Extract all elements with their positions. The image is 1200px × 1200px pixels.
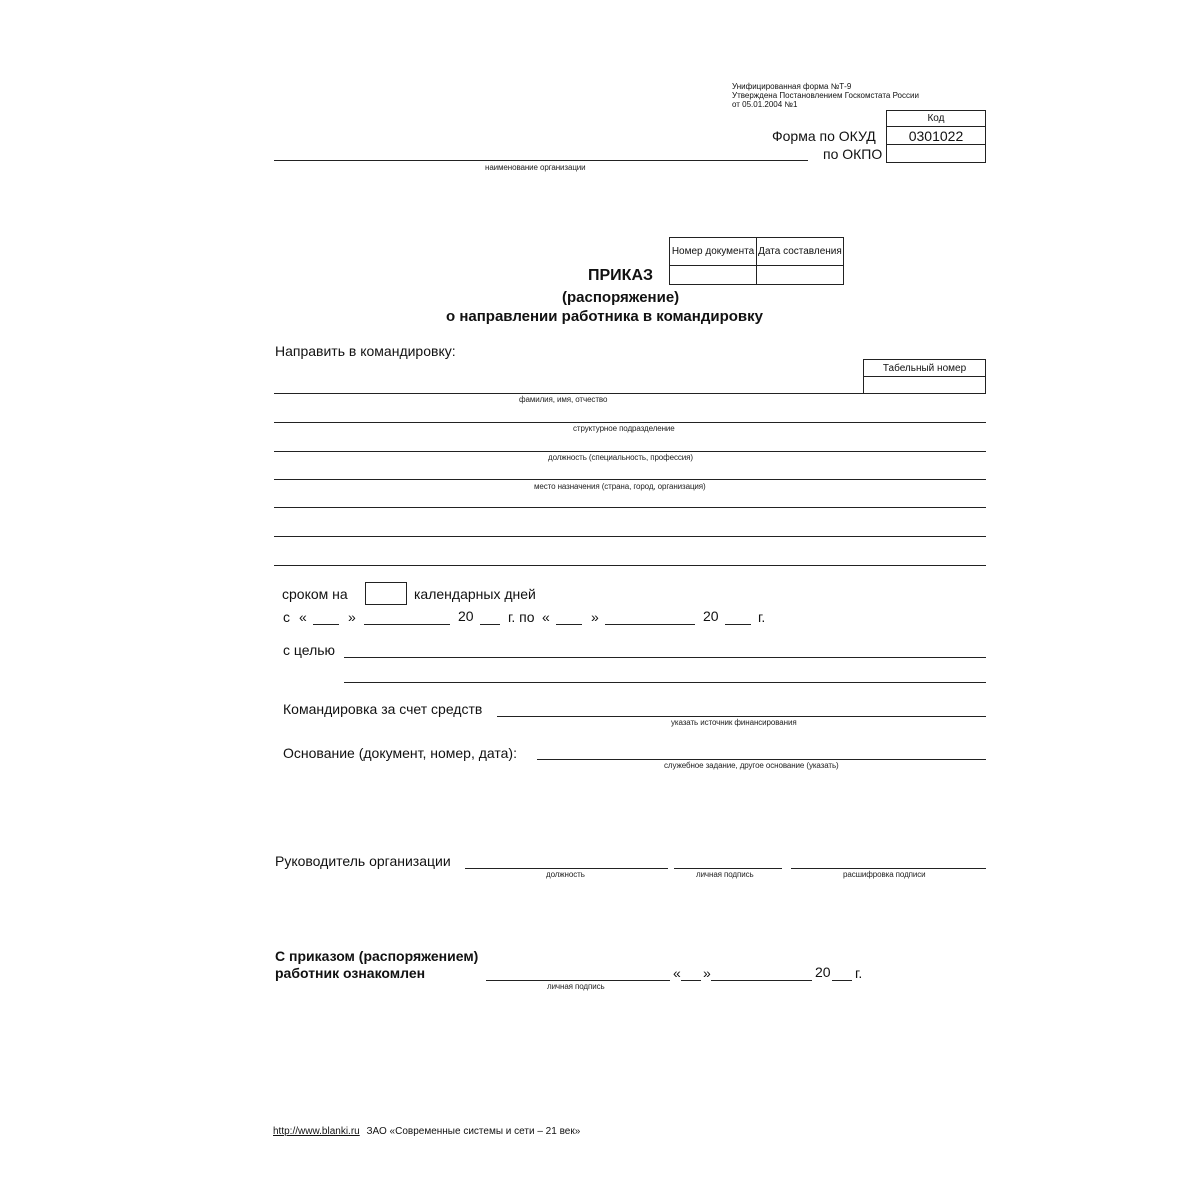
position-line[interactable] [274, 451, 986, 452]
ack-year-prefix: 20 [815, 964, 831, 980]
okud-value[interactable]: 0301022 [887, 127, 986, 145]
term-label: сроком на [282, 586, 348, 602]
okud-label: Форма по ОКУД [772, 128, 876, 144]
doc-number-value[interactable] [670, 266, 757, 285]
position-caption: должность (специальность, профессия) [548, 453, 693, 462]
footer-company: ЗАО «Современные системы и сети – 21 век» [366, 1126, 581, 1137]
to-year-suffix: г. [758, 609, 766, 625]
unit-line[interactable] [274, 422, 986, 423]
days-count-box[interactable] [365, 582, 407, 605]
destination-caption: место назначения (страна, город, организация) [534, 482, 706, 491]
head-signature-caption: личная подпись [696, 870, 754, 879]
doc-number-date-table [669, 237, 844, 285]
doc-subject: о направлении работника в командировку [446, 308, 763, 325]
doc-subtitle: (распоряжение) [562, 289, 680, 306]
from-day-line[interactable] [313, 624, 339, 625]
ack-line1: С приказом (распоряжением) [275, 948, 479, 964]
footer-url-link[interactable]: http://www.blanki.ru [273, 1126, 360, 1137]
destination-line-4[interactable] [274, 565, 986, 566]
from-month-line[interactable] [364, 624, 450, 625]
from-quote-open: « [299, 609, 307, 625]
destination-line-2[interactable] [274, 507, 986, 508]
doc-date-value[interactable] [757, 266, 844, 285]
head-decoding-line[interactable] [791, 868, 986, 869]
from-year-prefix: 20 [458, 608, 474, 624]
head-decoding-caption: расшифровка подписи [843, 870, 926, 879]
funding-line[interactable] [497, 716, 986, 717]
basis-line[interactable] [537, 759, 986, 760]
to-month-line[interactable] [605, 624, 695, 625]
doc-number-header: Номер документа [670, 238, 757, 266]
org-name-line[interactable] [274, 160, 808, 161]
ack-signature-line[interactable] [486, 980, 670, 981]
fio-line[interactable] [274, 393, 864, 394]
head-label: Руководитель организации [275, 853, 451, 869]
head-signature-line[interactable] [674, 868, 782, 869]
ack-day-line[interactable] [681, 980, 701, 981]
form-info-line2: Утверждена Постановлением Госкомстата России [732, 91, 919, 100]
purpose-line-2[interactable] [344, 682, 986, 683]
purpose-line-1[interactable] [344, 657, 986, 658]
ack-line2: работник ознакомлен [275, 965, 426, 981]
ack-quote-close: » [703, 965, 711, 981]
tabel-value[interactable] [864, 377, 986, 394]
destination-line-3[interactable] [274, 536, 986, 537]
ack-signature-caption: личная подпись [547, 982, 605, 991]
funding-label: Командировка за счет средств [283, 701, 483, 717]
purpose-label: с целью [283, 642, 336, 658]
form-info-line3: от 05.01.2004 №1 [732, 100, 798, 109]
code-header: Код [887, 111, 986, 127]
to-quote-close: » [591, 609, 599, 625]
ack-quote-open: « [673, 965, 681, 981]
to-year-line[interactable] [725, 624, 751, 625]
doc-date-header: Дата составления [757, 238, 844, 266]
head-position-line[interactable] [465, 868, 668, 869]
head-position-caption: должность [546, 870, 585, 879]
tabel-header: Табельный номер [864, 360, 986, 377]
okpo-value[interactable] [887, 145, 986, 163]
code-table [886, 110, 986, 163]
destination-line[interactable] [274, 479, 986, 480]
okpo-label: по ОКПО [823, 146, 883, 162]
form-info-line1: Унифицированная форма №Т-9 [732, 82, 852, 91]
direct-label: Направить в командировку: [275, 343, 456, 359]
basis-label: Основание (документ, номер, дата): [283, 745, 517, 761]
fio-caption: фамилия, имя, отчество [519, 395, 608, 404]
from-quote-close: » [348, 609, 356, 625]
footer [273, 1126, 580, 1137]
to-day-line[interactable] [556, 624, 582, 625]
ack-year-suffix: г. [855, 965, 863, 981]
to-quote-open: « [542, 609, 550, 625]
unit-caption: структурное подразделение [573, 424, 675, 433]
basis-caption: служебное задание, другое основание (указать) [664, 761, 839, 770]
ack-year-line[interactable] [832, 980, 852, 981]
days-label: календарных дней [414, 586, 536, 602]
org-name-caption: наименование организации [485, 163, 586, 172]
funding-caption: указать источник финансирования [671, 718, 797, 727]
ack-month-line[interactable] [711, 980, 812, 981]
to-year-prefix: 20 [703, 608, 719, 624]
tabel-table [863, 359, 986, 394]
to-prefix: г. по [508, 609, 535, 625]
from-prefix: с [283, 609, 290, 625]
doc-title: ПРИКАЗ [588, 267, 654, 284]
from-year-line[interactable] [480, 624, 500, 625]
